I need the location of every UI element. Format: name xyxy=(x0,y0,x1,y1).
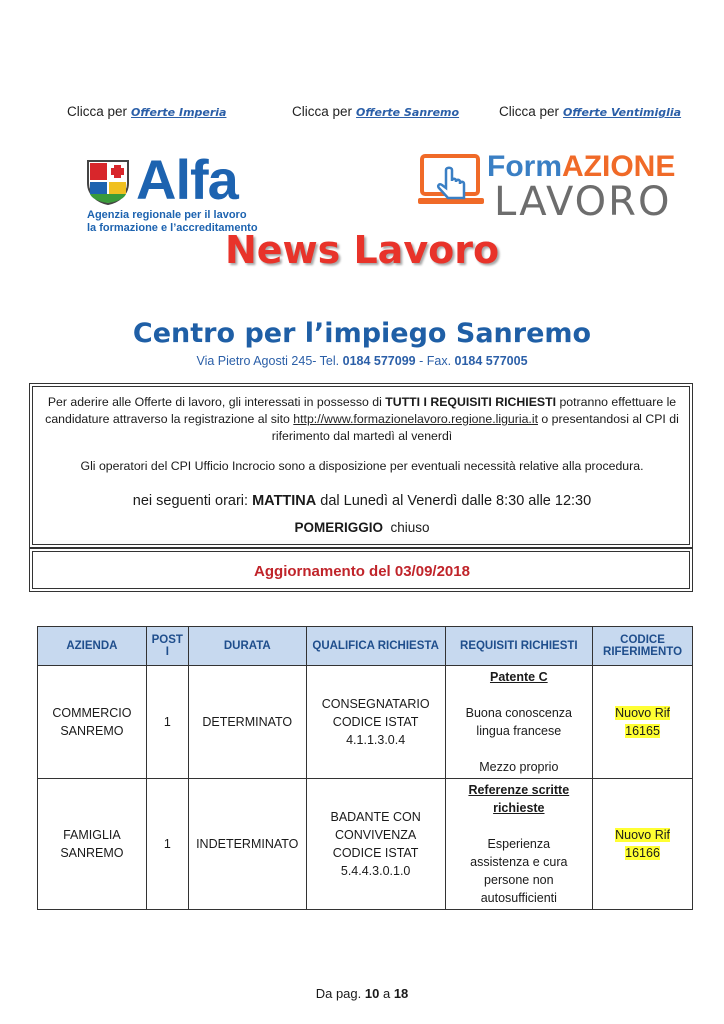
address-text: Via Pietro Agosti 245- Tel. xyxy=(196,354,340,368)
info-paragraph-2: Gli operatori del CPI Ufficio Incrocio sono a disposizione per eventuali necessità relative alla procedura. xyxy=(80,459,644,473)
header-codice-line: RIFERIMENTO xyxy=(603,646,683,658)
cell-line: CONVIVENZA xyxy=(335,828,417,842)
header-posti-line: POST xyxy=(151,634,183,646)
center-address xyxy=(0,354,724,368)
requisito-line: Mezzo proprio xyxy=(479,760,559,774)
info-text: dal Lunedì al Venerdì dalle 8:30 alle 12:30 xyxy=(316,493,592,509)
cell-codice xyxy=(593,779,693,910)
requisito-line: autosufficienti xyxy=(480,891,557,905)
cell-line: CONSEGNATARIO xyxy=(321,697,430,711)
update-date: Aggiornamento del 03/09/2018 xyxy=(254,563,470,580)
cell-line: 5.4.4.3.0.1.0 xyxy=(340,864,411,878)
cell-durata: INDETERMINATO xyxy=(188,779,306,910)
cell-line: COMMERCIO xyxy=(52,706,132,720)
link-ventimiglia-group xyxy=(499,104,681,119)
codice-highlight: 16166 xyxy=(625,846,660,860)
info-bold: TUTTI I REQUISITI RICHIESTI xyxy=(385,395,557,409)
alfa-subtitle-line1: Agenzia regionale per il lavoro xyxy=(87,209,247,221)
info-bold: POMERIGGIO xyxy=(294,520,383,535)
cell-line: SANREMO xyxy=(60,846,124,860)
cell-line: CODICE ISTAT xyxy=(332,715,419,729)
requisito-line: Esperienza xyxy=(487,837,551,851)
computer-hand-icon xyxy=(418,152,488,212)
fax-number: 0184 577005 xyxy=(454,354,528,368)
header-azienda: AZIENDA xyxy=(38,627,147,666)
offerte-sanremo-link[interactable]: Offerte Sanremo xyxy=(356,106,460,119)
cell-azienda xyxy=(38,779,147,910)
codice-highlight: 16165 xyxy=(625,724,660,738)
requisito-line: assistenza e cura xyxy=(470,855,568,869)
info-hours-morning xyxy=(32,493,692,509)
formazione-part2: AZIONE xyxy=(562,150,676,183)
requisito-line: Buona conoscenza xyxy=(465,706,572,720)
info-paragraph-1 xyxy=(32,394,692,445)
formazionelavoro-link[interactable]: http://www.formazionelavoro.regione.liguria.it xyxy=(293,412,538,426)
footer-text: a xyxy=(379,986,394,1001)
cell-line: FAMIGLIA xyxy=(63,828,121,842)
cell-posti: 1 xyxy=(146,779,188,910)
header-codice-line: CODICE xyxy=(620,634,665,646)
cell-line: CODICE ISTAT xyxy=(332,846,419,860)
cell-requisiti xyxy=(445,666,593,779)
offerte-imperia-link[interactable]: Offerte Imperia xyxy=(131,106,227,119)
info-text: potranno effettuare le candidature attraverso la registrazione al sito xyxy=(45,395,677,426)
info-bold: MATTINA xyxy=(252,493,317,509)
codice-highlight: Nuovo Rif xyxy=(615,706,670,720)
address-sep: - Fax. xyxy=(415,354,452,368)
offerte-ventimiglia-link[interactable]: Offerte Ventimiglia xyxy=(563,106,682,119)
requisito-title: richieste xyxy=(493,801,545,815)
info-text: nei seguenti orari: xyxy=(132,493,253,509)
cell-posti: 1 xyxy=(146,666,188,779)
header-durata: DURATA xyxy=(188,627,306,666)
cell-durata: DETERMINATO xyxy=(188,666,306,779)
header-requisiti: REQUISITI RICHIESTI xyxy=(445,627,593,666)
header-codice xyxy=(593,627,693,666)
link-sanremo-group xyxy=(292,104,459,119)
header-posti xyxy=(146,627,188,666)
codice-highlight: Nuovo Rif xyxy=(615,828,670,842)
cell-codice xyxy=(593,666,693,779)
cell-line: 4.1.1.3.0.4 xyxy=(346,733,406,747)
tel-number: 0184 577099 xyxy=(342,354,416,368)
alfa-logo-text: Alfa xyxy=(136,148,238,211)
page-footer xyxy=(0,986,724,1001)
footer-page: 10 xyxy=(364,986,380,1001)
link-prefix: Clicca per xyxy=(292,104,353,119)
cell-requisiti xyxy=(445,779,593,910)
header-posti-line: I xyxy=(165,646,169,658)
cell-qualifica xyxy=(306,779,445,910)
table-row xyxy=(38,666,693,779)
requisito-line: lingua francese xyxy=(476,724,562,738)
center-title: Centro per l’impiego Sanremo xyxy=(132,318,592,349)
cell-azienda xyxy=(38,666,147,779)
footer-text: Da pag. xyxy=(315,986,365,1001)
cell-qualifica xyxy=(306,666,445,779)
formazione-logo-bottom: LAVORO xyxy=(494,179,672,225)
formazione-part1: Form xyxy=(487,150,562,183)
footer-total: 18 xyxy=(393,986,409,1001)
requisito-title: Referenze scritte xyxy=(468,783,570,797)
requisito-line: persone non xyxy=(484,873,554,887)
info-text: o presentandosi al CPI di riferimento dal martedì al venerdì xyxy=(271,412,679,443)
link-imperia-group xyxy=(67,104,226,119)
header-qualifica: QUALIFICA RICHIESTA xyxy=(306,627,445,666)
job-offers-table xyxy=(37,626,693,910)
link-prefix: Clicca per xyxy=(499,104,560,119)
table-row xyxy=(38,779,693,910)
alfa-subtitle-line2: la formazione e l’accreditamento xyxy=(87,222,258,234)
info-text: Per aderire alle Offerte di lavoro, gli interessati in possesso di xyxy=(47,395,386,409)
cell-line: SANREMO xyxy=(60,724,124,738)
table-header-row xyxy=(38,627,693,666)
cell-line: BADANTE CON xyxy=(330,810,421,824)
liguria-shield-icon xyxy=(84,157,132,205)
requisito-title: Patente C xyxy=(489,670,548,684)
link-prefix: Clicca per xyxy=(67,104,128,119)
info-hours-afternoon xyxy=(32,520,692,535)
info-text: chiuso xyxy=(382,520,430,535)
news-lavoro-title: News Lavoro xyxy=(224,228,500,272)
